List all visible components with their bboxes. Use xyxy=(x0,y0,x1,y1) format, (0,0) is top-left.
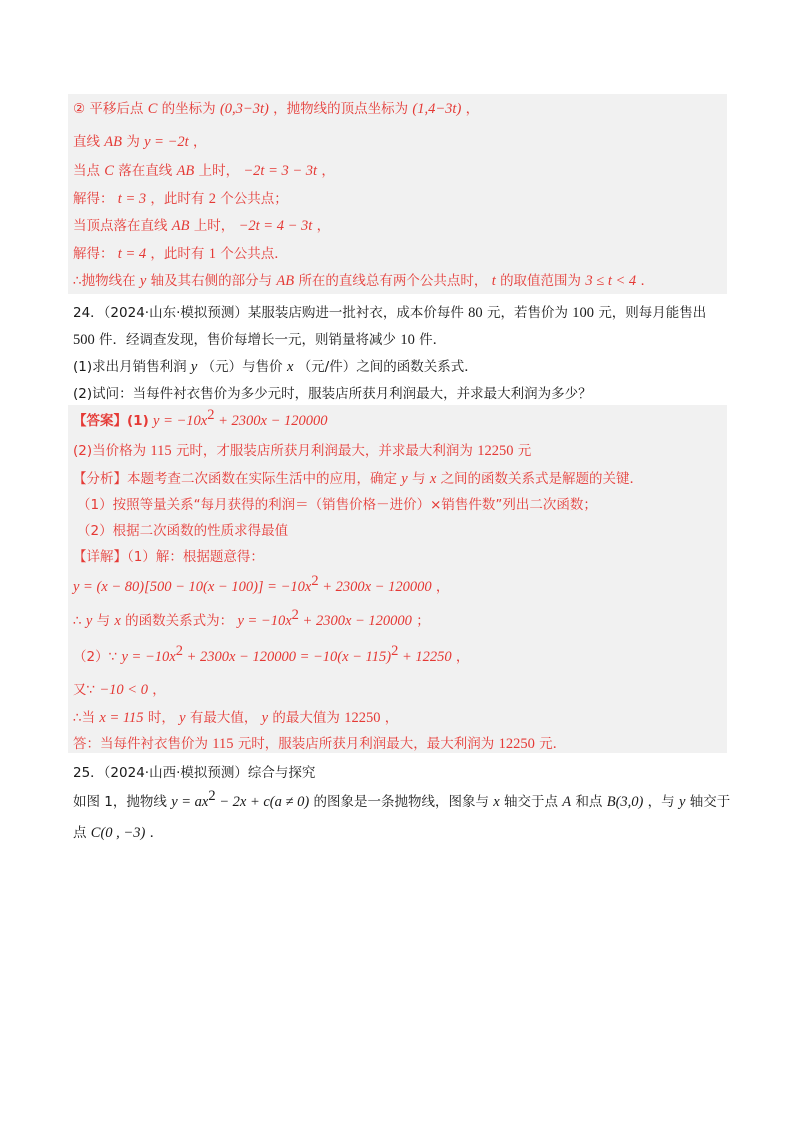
q24-line-4 xyxy=(73,383,592,405)
text: 元时，服装店所获月利润最大，最大利润为 xyxy=(237,736,495,752)
text: 的最大值为 xyxy=(272,710,340,726)
math-sup: 2 xyxy=(175,643,183,659)
number: 115 xyxy=(150,443,172,459)
text: 之间的函数关系式是解题的关键． xyxy=(440,471,644,487)
math: − 2x + c(a ≠ 0) xyxy=(215,794,310,810)
solution-line-7 xyxy=(73,270,654,292)
q25-line-2 xyxy=(73,788,731,813)
text: ， xyxy=(192,134,207,150)
solution-line-1 xyxy=(73,98,479,120)
math-var: AB xyxy=(176,163,195,179)
text: 元，若售价为 xyxy=(486,305,568,321)
math-var: y xyxy=(85,613,93,629)
math-var: x xyxy=(114,613,121,629)
text: ， xyxy=(465,101,480,117)
math: −2t = 4 − 3t xyxy=(238,218,313,234)
text: ， xyxy=(384,710,399,726)
q24-line-1 xyxy=(73,302,706,324)
q24-line-2 xyxy=(73,329,446,351)
math-sup: 2 xyxy=(208,788,216,804)
solution-line-4 xyxy=(73,188,288,210)
analysis-line-3 xyxy=(77,520,288,542)
math: + 2300x − 120000 = −10(x − 115) xyxy=(182,649,392,665)
math: + 2300x − 120000 xyxy=(318,579,432,595)
text: ， xyxy=(152,682,166,698)
text: （2）∵ xyxy=(73,649,118,665)
math-var: y xyxy=(261,710,269,726)
detail-line-1 xyxy=(73,546,264,568)
text: 的图象是一条抛物线，图象与 xyxy=(313,794,489,810)
math-var: y xyxy=(190,359,198,375)
math: + 12250 xyxy=(398,649,452,665)
text: ，此时有 xyxy=(150,191,205,207)
text: 轴及其右侧的部分与 xyxy=(150,273,273,289)
math-var: C xyxy=(104,163,114,179)
text: 25．（2024·山西·模拟预测）综合与探究 xyxy=(73,765,316,781)
text: ； xyxy=(416,613,430,629)
number: 12250 xyxy=(498,736,535,752)
math-var: x xyxy=(429,471,437,487)
detail-line-4 xyxy=(73,643,470,668)
text: 个公共点； xyxy=(220,191,288,207)
text: 当点 xyxy=(73,163,100,179)
text: 解得： xyxy=(73,191,114,207)
math: + 2300x − 120000 xyxy=(298,613,412,629)
text: ． xyxy=(640,273,654,289)
math-var: y xyxy=(139,273,147,289)
detail-line-6 xyxy=(73,707,398,729)
math: 3 ≤ t < 4 xyxy=(585,273,637,289)
text: 点 xyxy=(73,825,87,841)
math: y = −10x xyxy=(237,613,292,629)
math: y = −10x xyxy=(153,413,208,429)
q25-line-1 xyxy=(73,762,315,784)
text: 与 xyxy=(412,471,426,487)
text: 元时，才服装店所获月利润最大，并求最大利润为 xyxy=(175,443,473,459)
text: ，与 xyxy=(647,794,675,810)
text: 如图 1，抛物线 xyxy=(73,794,167,810)
text: (2)当价格为 xyxy=(73,443,147,459)
text: 落在直线 xyxy=(118,163,173,179)
math-var: t xyxy=(491,273,496,289)
math: y = ax xyxy=(171,794,209,810)
text: 轴交于点 xyxy=(503,794,558,810)
text: 上时， xyxy=(193,218,235,234)
answer-line-1 xyxy=(73,407,328,432)
math: C(0 , −3) xyxy=(90,825,146,841)
text: 有最大值， xyxy=(189,710,258,726)
math: y = (x − 80)[500 − 10(x − 100)] = −10x xyxy=(73,579,312,595)
text: 件． xyxy=(419,332,447,348)
text: ， xyxy=(435,579,450,595)
text: （元）与售价 xyxy=(201,359,283,375)
number: 2 xyxy=(208,191,216,207)
math-var: A xyxy=(562,794,572,810)
math: (1,4−3t) xyxy=(412,101,462,117)
math: x = 115 xyxy=(99,710,144,726)
text: 元 xyxy=(517,443,532,459)
text: 个公共点． xyxy=(220,246,288,262)
text: 又∵ xyxy=(73,682,96,698)
math: −10 < 0 xyxy=(99,682,148,698)
q25-line-3 xyxy=(73,822,163,844)
detail-line-7 xyxy=(73,733,566,755)
number: 115 xyxy=(212,736,234,752)
solution-line-2 xyxy=(73,131,206,153)
text: （2）根据二次函数的性质求得最值 xyxy=(77,523,289,539)
text: ， xyxy=(455,649,470,665)
text: 元，则每月能售出 xyxy=(598,305,707,321)
text: 的函数关系式为： xyxy=(125,613,234,629)
text: 元． xyxy=(539,736,567,752)
text: 24．（2024·山东·模拟预测）某服装店购进一批衬衣，成本价每件 xyxy=(73,305,464,321)
text: ， xyxy=(321,163,335,179)
text: 时， xyxy=(147,710,175,726)
number: 12250 xyxy=(344,710,381,726)
text: 【详解】（1）解：根据题意得： xyxy=(73,549,264,565)
math-var: y xyxy=(678,794,686,810)
text: ，此时有 xyxy=(150,246,205,262)
text: 轴交于 xyxy=(689,794,731,810)
text: 和点 xyxy=(575,794,603,810)
number: 80 xyxy=(468,305,483,321)
math-sup: 2 xyxy=(207,407,215,423)
answer-line-2 xyxy=(73,440,531,462)
detail-line-5 xyxy=(73,679,166,701)
text: ． xyxy=(149,825,164,841)
text: (2)试问：当每件衬衣售价为多少元时，服装店所获月利润最大，并求最大利润为多少？ xyxy=(73,386,592,402)
detail-line-2 xyxy=(73,573,450,598)
text: （元/件）之间的函数关系式． xyxy=(297,359,478,375)
text: 的坐标为 xyxy=(161,101,216,117)
math: y = −2t xyxy=(144,134,189,150)
math-var: x xyxy=(493,794,500,810)
analysis-line-2 xyxy=(77,494,597,516)
text: ， xyxy=(316,218,331,234)
number: 100 xyxy=(572,305,595,321)
math: y = −10x xyxy=(121,649,176,665)
math: t = 3 xyxy=(117,191,147,207)
text: ② 平移后点 xyxy=(73,101,144,117)
text: 上时， xyxy=(198,163,240,179)
text: ∴抛物线在 xyxy=(73,273,136,289)
number: 10 xyxy=(400,332,415,348)
number: 1 xyxy=(208,246,216,262)
math-sup: 2 xyxy=(391,643,399,659)
math: + 2300x − 120000 xyxy=(214,413,328,429)
text: 当顶点落在直线 xyxy=(73,218,168,234)
solution-line-5 xyxy=(73,215,330,237)
text: 解得： xyxy=(73,246,114,262)
text: ，抛物线的顶点坐标为 xyxy=(273,101,409,117)
analysis-line-1 xyxy=(73,468,643,490)
text: (1)求出月销售利润 xyxy=(73,359,187,375)
math: B(3,0) xyxy=(606,794,644,810)
math-var: AB xyxy=(171,218,190,234)
math-var: AB xyxy=(104,134,123,150)
text: ∴当 xyxy=(73,710,96,726)
math-var: y xyxy=(401,471,408,487)
text: 件．经调查发现，售价每增长一元，则销量将减少 xyxy=(99,332,397,348)
text: 直线 xyxy=(73,134,100,150)
math-sup: 2 xyxy=(291,607,299,623)
q24-line-3 xyxy=(73,356,478,378)
text: 所在的直线总有两个公共点时， xyxy=(298,273,488,289)
math-var: y xyxy=(179,710,186,726)
math-var: AB xyxy=(276,273,295,289)
text: ∴ xyxy=(73,613,82,629)
solution-line-6 xyxy=(73,243,288,265)
text: 的取值范围为 xyxy=(500,273,582,289)
text: 【分析】本题考查二次函数在实际生活中的应用，确定 xyxy=(73,471,397,487)
math: (0,3−3t) xyxy=(219,101,269,117)
math-var: x xyxy=(286,359,294,375)
math: t = 4 xyxy=(117,246,147,262)
text: 为 xyxy=(126,134,140,150)
text: （1）按照等量关系“每月获得的利润＝（销售价格－进价）×销售件数”列出二次函数； xyxy=(77,497,597,513)
text: 答：当每件衬衣售价为 xyxy=(73,736,208,752)
detail-line-3 xyxy=(73,607,430,632)
number: 12250 xyxy=(477,443,514,459)
math: −2t = 3 − 3t xyxy=(243,163,318,179)
solution-line-3 xyxy=(73,160,335,182)
text: 与 xyxy=(96,613,111,629)
math-sup: 2 xyxy=(311,573,319,589)
math-var: C xyxy=(147,101,158,117)
answer-label: 【答案】(1) xyxy=(73,413,149,429)
number: 500 xyxy=(73,332,95,348)
